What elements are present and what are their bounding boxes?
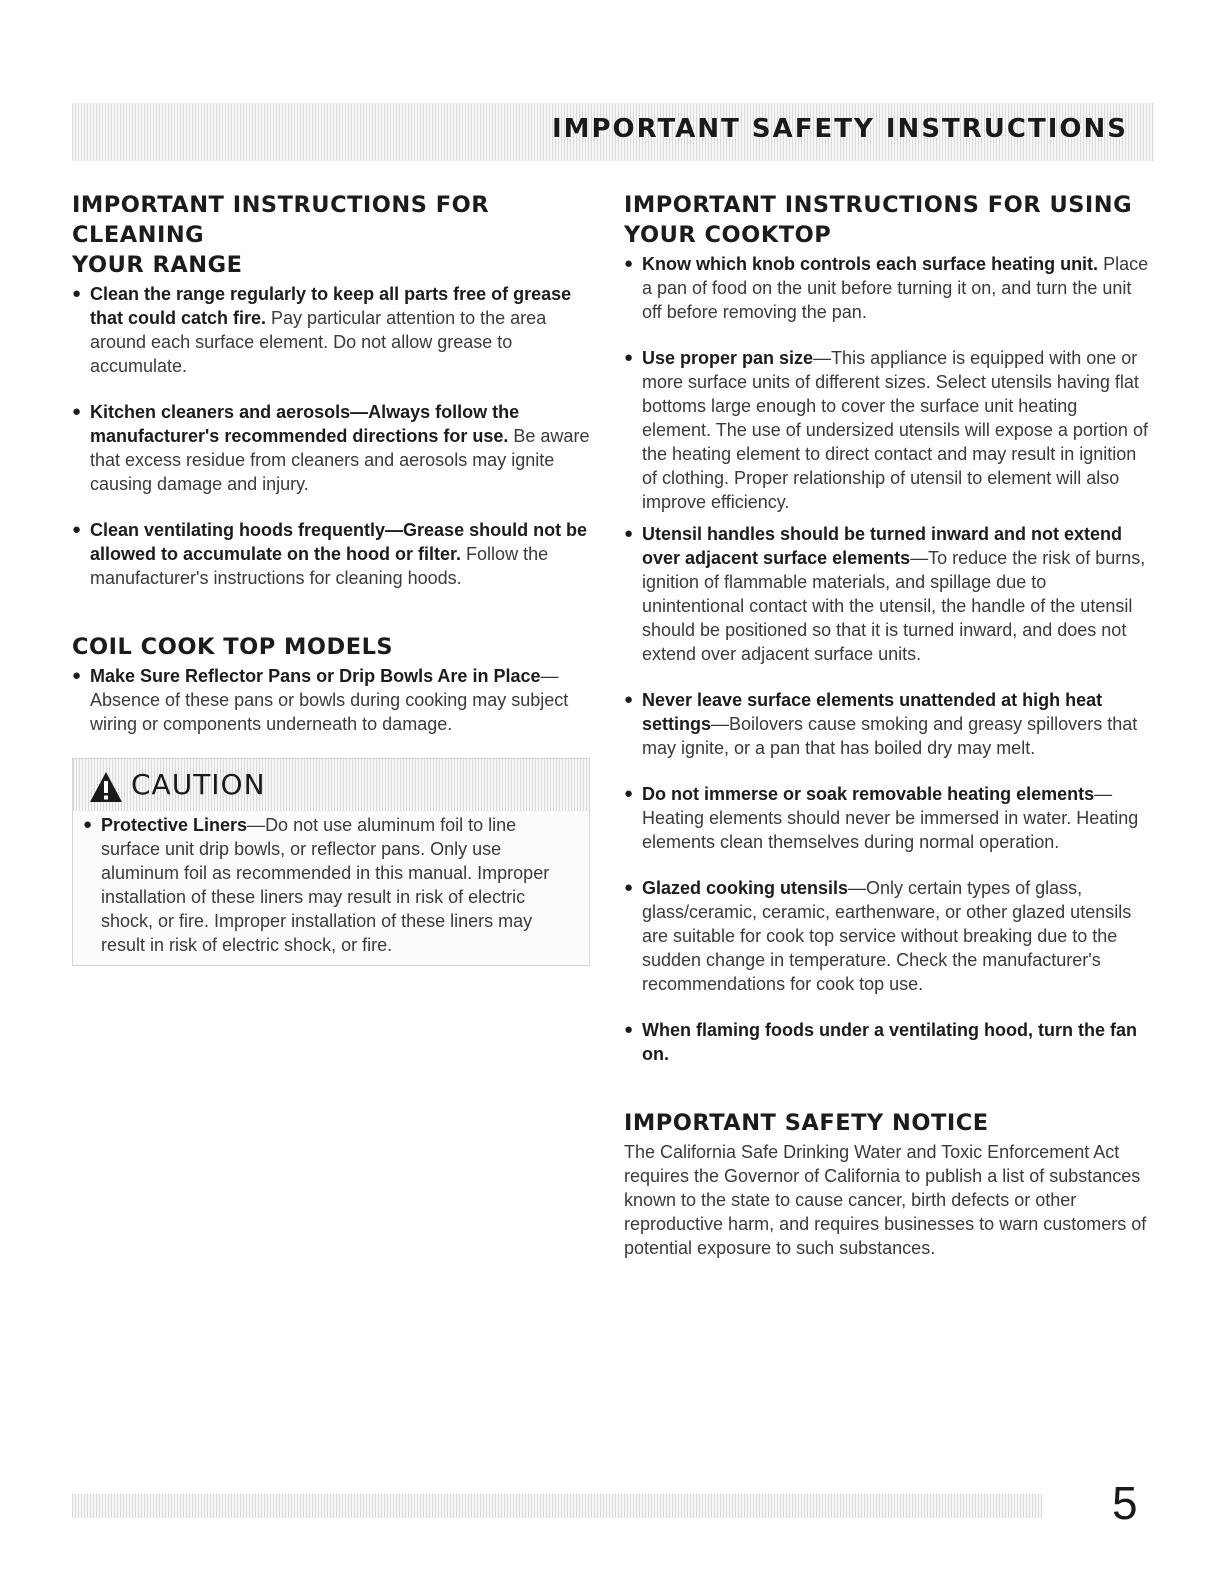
item-lead: Kitchen cleaners and aerosols—Always follow the manufacturer's recommended directions for use. [90,402,520,446]
item-text: Follow the manufacturer's instructions for cleaning hoods. [90,544,549,588]
list-item [624,1018,1149,1066]
header-banner [72,103,1154,161]
item-text: Place a pan of food on the unit before turning it on, and turn the unit off before removing the pan. [642,254,1149,322]
item-lead: Use proper pan size [642,348,814,368]
item-text: —This appliance is equipped with one or more surface units of different sizes. Select utensils having flat bottoms large enough to cover the surface unit heating element. The use of undersized utensils will expose a portion of the heating element to direct contact and may result in ignition of clothing. Proper relationship of utensil to element will also improve efficiency. [642,348,1148,512]
list-item [72,664,597,736]
caution-header [73,759,589,811]
bullet-dot-icon: ● [624,525,634,542]
bullet-dot-icon: ● [624,879,634,896]
footer-bar [72,1494,1042,1518]
list-item [72,518,597,590]
section-title [72,190,597,280]
bullet-dot-icon: ● [624,255,634,272]
item-lead: Utensil handles should be turned inward and not extend over adjacent surface elements [642,524,1123,568]
bullet-dot-icon: ● [624,1021,634,1038]
right-column [624,190,1149,1260]
item-lead: Clean the range regularly to keep all parts free of grease that could catch fire. [90,284,572,328]
section-title-line: YOUR RANGE [72,252,243,278]
section-title-line: YOUR COOKTOP [624,222,832,248]
item-text: —Heating elements should never be immersed in water. Heating elements clean themselves during normal operation. [642,784,1139,852]
item-text: —Boilovers cause smoking and greasy spillovers that may ignite, or a pan that has boiled dry may melt. [642,714,1138,758]
cooktop-section [624,190,1149,1066]
item-text: Be aware that excess residue from cleaners and aerosols may ignite causing damage and injury. [90,426,590,494]
list-item [624,522,1149,666]
bullet-dot-icon: ● [72,285,82,302]
bullet-dot-icon: ● [72,521,82,538]
bullet-dot-icon: ● [624,691,634,708]
section-title: COIL COOK TOP MODELS [72,634,394,660]
list-item [83,813,579,957]
list-item [624,346,1149,514]
item-text: Pay particular attention to the area around each surface element. Do not allow grease to accumulate. [90,308,547,376]
warning-triangle-icon [89,771,123,803]
bullet-dot-icon: ● [72,403,82,420]
item-lead: Know which knob controls each surface heating unit. [642,254,1099,274]
section-title [624,190,1149,250]
item-text: —Absence of these pans or bowls during cooking may subject wiring or components underneath to damage. [90,666,569,734]
caution-heading: CAUTION [131,768,266,801]
list-item [624,252,1149,324]
notice-body: The California Safe Drinking Water and Toxic Enforcement Act requires the Governor of California to publish a list of substances known to the state to cause cancer, birth defects or other reproductive harm, and requires businesses to warn customers of potential exposure to such substances. [624,1142,1147,1258]
bullet-dot-icon: ● [624,349,634,366]
section-title-line: IMPORTANT INSTRUCTIONS FOR USING [624,192,1133,218]
list-item [72,282,597,378]
bullet-dot-icon: ● [83,816,93,833]
left-column [72,190,597,966]
coil-section [72,632,597,736]
page-title: IMPORTANT SAFETY INSTRUCTIONS [551,114,1128,144]
list-item [624,688,1149,760]
bullet-dot-icon: ● [72,667,82,684]
list-item [624,782,1149,854]
cleaning-section [72,190,597,590]
caution-body [73,811,589,965]
notice-section [624,1108,1149,1260]
page-number: 5 [1112,1477,1138,1529]
section-title-line: IMPORTANT INSTRUCTIONS FOR CLEANING [72,192,490,248]
item-lead: Glazed cooking utensils [642,878,849,898]
item-text: —Only certain types of glass, glass/ceramic, ceramic, earthenware, or other glazed utensils are suitable for cook top service without breaking due to the sudden change in temperature. Check the manufacturer's recommendations for cook top use. [642,878,1132,994]
bullet-dot-icon: ● [624,785,634,802]
item-text: —To reduce the risk of burns, ignition of flammable materials, and spillage due to unintentional contact with the utensil, the handle of the utensil should be positioned so that it is turned inward, and does not extend over adjacent surface units. [642,548,1146,664]
item-lead: Protective Liners [101,815,248,835]
list-item [624,876,1149,996]
item-lead: Make Sure Reflector Pans or Drip Bowls Are in Place [90,666,541,686]
item-lead: Do not immerse or soak removable heating elements [642,784,1095,804]
caution-box [72,758,590,966]
section-title: IMPORTANT SAFETY NOTICE [624,1110,989,1136]
item-text: —Do not use aluminum foil to line surface unit drip bowls, or reflector pans. Only use aluminum foil as recommended in this manual. Improper installation of these liners may result in risk of electric shock, or fire. Improper installation of these liners may result in risk of electric shock, or fire. [101,815,550,955]
item-lead: Never leave surface elements unattended at high heat settings [642,690,1103,734]
item-lead: When flaming foods under a ventilating hood, turn the fan on. [642,1020,1137,1064]
list-item [72,400,597,496]
item-lead: Clean ventilating hoods frequently—Grease should not be allowed to accumulate on the hood or filter. [90,520,588,564]
